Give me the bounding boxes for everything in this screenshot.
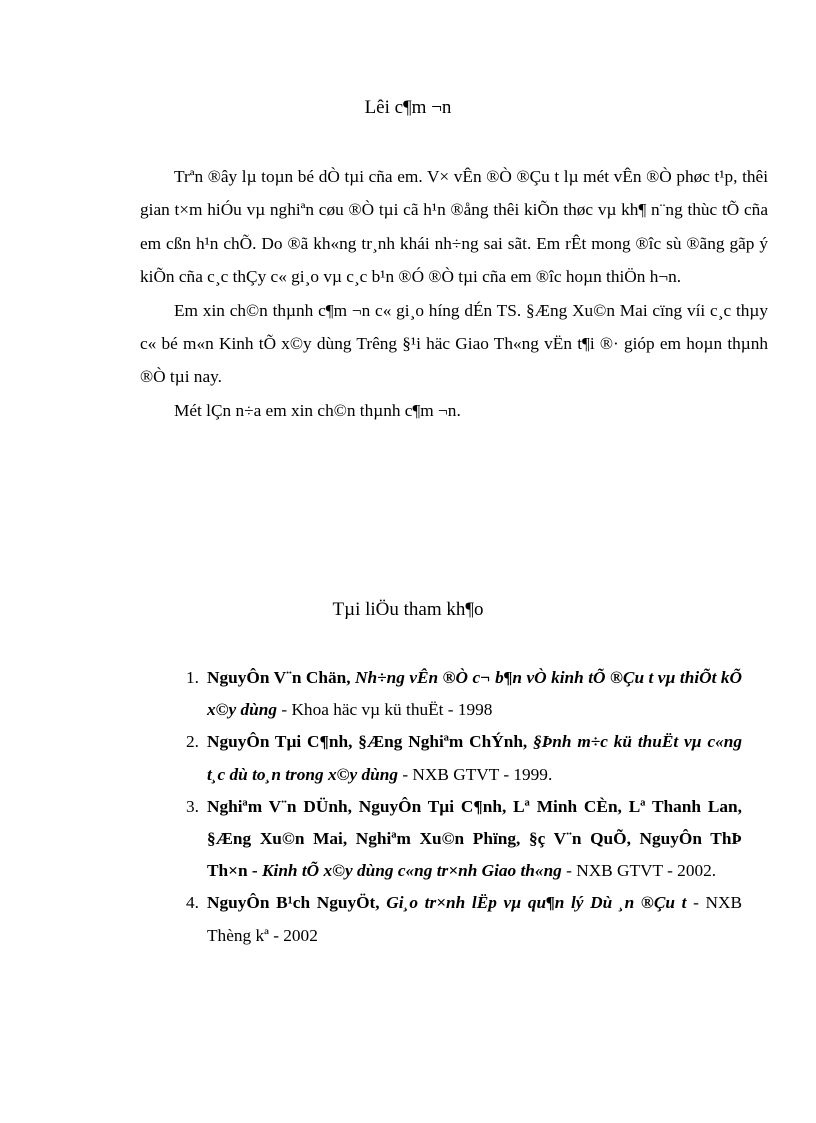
reference-work: Gi¸o tr×nh lËp vµ qu¶n lý Dù ¸n ®Çu t <box>379 893 694 913</box>
reference-publisher: - NXB GTVT - 1999. <box>398 764 553 784</box>
reference-item <box>186 726 742 790</box>
reference-publisher: - Khoa häc vµ kü thuËt - 1998 <box>277 700 493 720</box>
acknowledgement-paragraph: Em xin ch©n thµnh c¶m ¬n c« gi¸o híng dÉn TS. §Æng Xu©n Mai cïng víi c¸c thµy c« bé m«n Kinh tÕ x©y dùng Trêng §¹i häc Giao Th«ng vËn t¶i ®· gióp em hoµn thµnh ®Ò tµi nay. <box>140 300 768 387</box>
references-title: Tµi liÖu tham kh¶o <box>332 599 484 620</box>
references-list <box>186 662 742 952</box>
reference-number: 1. <box>186 668 199 687</box>
acknowledgement-paragraph: Mét lÇn n÷a em xin ch©n thµnh c¶m ¬n. <box>174 400 461 420</box>
reference-item <box>186 791 742 888</box>
reference-work: Kinh tÕ x©y dùng c«ng tr×nh Giao th«ng <box>257 861 562 881</box>
reference-item <box>186 887 742 951</box>
acknowledgement-paragraph: Trªn ®ây lµ toµn bé dÒ tµi cña em. V× vÊn ®Ò ®Çu t lµ mét vÊn ®Ò phøc t¹p, thêi gian t×m hiÓu vµ nghiªn cøu ®Ò tµi cã h¹n ®ång thêi kiÕn thøc vµ kh¶ n¨ng thùc tÕ cña em cßn h¹n chÕ. Do ®ã kh«ng tr¸nh khái nh÷ng sai sãt. Em rÊt mong ®îc sù ®ãng gãp ý kiÕn cña c¸c thÇy c« gi¸o vµ c¸c b¹n ®Ó ®Ò tµi cña em ®îc hoµn thiÖn h¬n. <box>140 167 768 287</box>
reference-work: Nh÷ng vÊn ®Ò c¬ b¶n vÒ kinh tÕ ®Çu t vµ thiÕt kÕ x©y dùng <box>207 668 742 720</box>
reference-number: 2. <box>186 732 199 752</box>
reference-authors: NguyÔn Tµi C¶nh, §Æng Nghiªm ChÝnh, <box>207 732 528 752</box>
reference-number: 4. <box>186 893 199 913</box>
reference-item <box>186 662 742 726</box>
reference-work: §Þnh m÷c kü thuËt vµ c«ng t¸c dù to¸n trong x©y dùng <box>207 732 743 784</box>
acknowledgement-title: Lêi c¶m ¬n <box>364 97 452 118</box>
reference-publisher: - NXB Thèng kª - 2002 <box>207 893 742 945</box>
reference-authors: NguyÔn V¨n Chän, <box>207 668 351 687</box>
reference-number: 3. <box>186 796 199 816</box>
reference-publisher: - NXB GTVT - 2002. <box>561 861 717 881</box>
acknowledgement-body <box>140 160 768 427</box>
reference-authors: Nghiªm V¨n DÜnh, NguyÔn Tµi C¶nh, Lª Minh CÈn, Lª Thanh Lan, §Æng Xu©n Mai, Nghiªm Xu©n Phïng, §ç V¨n QuÕ, NguyÔn ThÞ Th×n - <box>207 796 742 881</box>
reference-authors: NguyÔn B¹ch NguyÖt, <box>207 893 380 913</box>
